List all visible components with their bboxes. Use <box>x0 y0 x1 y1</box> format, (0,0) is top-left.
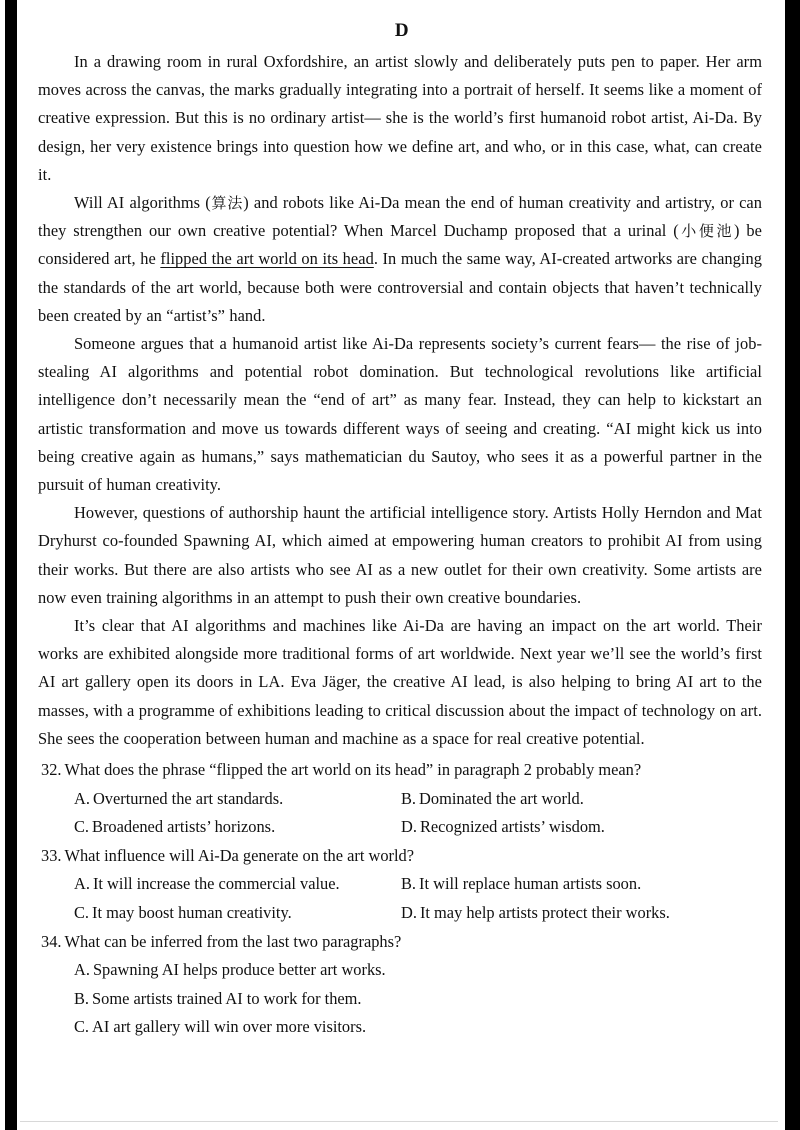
option-text: Dominated the art world. <box>419 788 584 808</box>
option-cell <box>74 899 401 928</box>
option-text: Recognized artists’ wisdom. <box>419 817 605 837</box>
answer-option[interactable] <box>74 1017 366 1036</box>
passage-container <box>38 48 762 753</box>
option-text: Overturned the art standards. <box>92 788 284 808</box>
chinese-gloss: 算法 <box>210 194 244 213</box>
question-text: What does the phrase “flipped the art world on its head” in paragraph 2 probably mean? <box>64 760 642 780</box>
answer-option[interactable] <box>74 874 340 893</box>
option-line <box>74 1013 762 1042</box>
page-sheet <box>22 0 782 1130</box>
question-text: What influence will Ai-Da generate on the art world? <box>64 845 415 865</box>
passage-paragraph <box>38 48 762 189</box>
option-cell <box>74 785 401 814</box>
option-letter: C. <box>74 903 90 923</box>
passage-body <box>22 48 782 1042</box>
option-cell <box>401 899 762 928</box>
question-block <box>38 756 762 842</box>
answer-option[interactable] <box>401 874 641 893</box>
option-row <box>38 813 762 842</box>
passage-paragraph <box>38 612 762 753</box>
option-row <box>38 899 762 928</box>
passage-text: However, questions of authorship haunt the artificial intelligence story. Artists Holly Herndon and Mat Dryhurst co-founded Spawning AI, which aimed at empowering human creators to prohibit AI from using their works. But there are also artists who see AI as a new outlet for their own creativity. Some artists are now even training algorithms in an attempt to push their own creative boundaries. <box>38 503 762 607</box>
question-number: 33. <box>41 845 62 865</box>
option-text: AI art gallery will win over more visitors. <box>92 1017 367 1037</box>
option-line <box>74 956 762 985</box>
option-letter: B. <box>401 874 417 894</box>
passage-paragraph <box>38 189 762 330</box>
passage-paragraph <box>38 330 762 499</box>
option-line <box>74 985 762 1014</box>
option-cell <box>74 813 401 842</box>
question-stem <box>38 756 762 785</box>
answer-option[interactable] <box>74 789 283 808</box>
option-letter: A. <box>74 874 90 894</box>
option-letter: B. <box>401 788 417 808</box>
underlined-phrase: flipped the art world on its head <box>160 249 374 269</box>
option-cell <box>74 870 401 899</box>
option-text: Some artists trained AI to work for them. <box>92 988 362 1008</box>
chinese-gloss: 小便池 <box>678 222 735 241</box>
option-text: Broadened artists’ horizons. <box>92 817 276 837</box>
passage-text: It’s clear that AI algorithms and machines like Ai-Da are having an impact on the art world. Their works are exhibited alongside more traditional forms of art worldwide. Next year we’ll see the world’s first AI art gallery open its doors in LA. Eva Jäger, the creative AI lead, is also helping to bring AI art to the masses, with a programme of exhibitions leading to critical discussion about the impact of technology on art. She sees the cooperation between human and machine as a space for real creative potential. <box>38 616 762 748</box>
option-letter: C. <box>74 1017 90 1037</box>
question-stem <box>38 842 762 871</box>
passage-paragraph <box>38 499 762 612</box>
option-cell <box>401 870 762 899</box>
question-text: What can be inferred from the last two paragraphs? <box>64 931 402 951</box>
answer-option[interactable] <box>74 989 362 1008</box>
option-letter: B. <box>74 988 90 1008</box>
question-stem <box>38 928 762 957</box>
question-number: 34. <box>41 931 62 951</box>
option-cell <box>401 813 762 842</box>
answer-option[interactable] <box>74 817 275 836</box>
answer-option[interactable] <box>401 817 605 836</box>
answer-option[interactable] <box>74 960 386 979</box>
scan-artifact-right-edge <box>785 0 800 1130</box>
question-number: 32. <box>41 760 62 780</box>
passage-text: Someone argues that a humanoid artist like Ai-Da represents society’s current fears— the rise of job-stealing AI algorithms and potential robot domination. But technological revolutions like artificial intelligence don’t necessarily mean the “end of art” as many fear. Instead, they can help to kickstart an artistic transformation and move us towards different ways of seeing and creating. “AI might kick us into being creative again as humans,” says mathematician du Sautoy, who sees it as a powerful partner in the pursuit of human creativity. <box>38 334 762 495</box>
option-stack <box>38 956 762 1042</box>
option-text: It may help artists protect their works. <box>419 903 670 923</box>
scan-artifact-left-edge <box>5 0 17 1130</box>
option-row <box>38 870 762 899</box>
page-title: D <box>394 20 410 41</box>
option-letter: A. <box>74 960 90 980</box>
question-block <box>38 842 762 928</box>
answer-option[interactable] <box>401 903 670 922</box>
answer-option[interactable] <box>74 903 292 922</box>
option-letter: C. <box>74 817 90 837</box>
passage-text: . In much the same way, AI-created artworks are changing the standards of the art world, because both were controversial and contain objects that haven’t technically been created by an “artist’s” hand. <box>38 249 762 325</box>
option-text: It will replace human artists soon. <box>419 874 642 894</box>
question-block <box>38 928 762 1042</box>
passage-text: Will AI algorithms ( <box>74 193 211 213</box>
option-cell <box>401 785 762 814</box>
passage-text: ) and robots like Ai-Da mean the end of human creativity and artistry, or can they strengthen our own creative potential? When Marcel Duchamp proposed that a urinal ( <box>38 193 762 241</box>
option-text: It will increase the commercial value. <box>92 874 340 894</box>
passage-text: In a drawing room in rural Oxfordshire, an artist slowly and deliberately puts pen to paper. Her arm moves across the canvas, the marks gradually integrating into a portrait of herself. It seems like a moment of creative expression. But this is no ordinary artist— she is the world’s first humanoid robot artist, Ai-Da. By design, her very existence brings into question how we define art, and who, or in this case, what, can create it. <box>38 52 762 184</box>
option-letter: A. <box>74 788 90 808</box>
option-text: Spawning AI helps produce better art works. <box>92 960 386 980</box>
option-row <box>38 785 762 814</box>
option-letter: D. <box>401 817 417 837</box>
questions-container <box>38 756 762 1042</box>
passage-text: ) be considered art, he <box>38 221 762 269</box>
option-letter: D. <box>401 903 417 923</box>
answer-option[interactable] <box>401 789 584 808</box>
option-text: It may boost human creativity. <box>92 903 292 923</box>
